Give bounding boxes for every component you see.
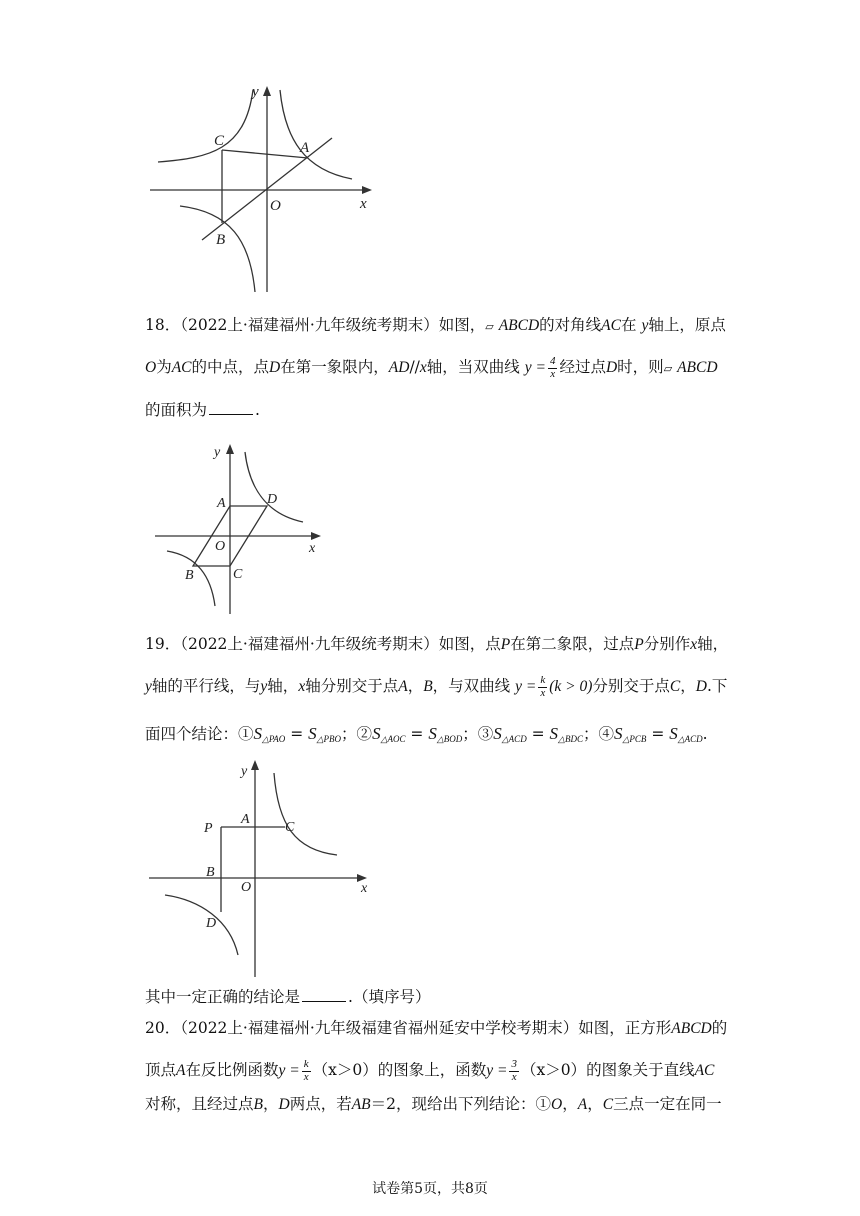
equals: = xyxy=(526,725,550,743)
q19-text: .下 xyxy=(706,677,728,696)
hyperbola-first-quadrant xyxy=(245,452,303,522)
label-o: O xyxy=(241,880,252,895)
fraction-num: 3 xyxy=(511,1058,517,1070)
label-o: O xyxy=(270,198,281,214)
q18-text: 时，则 xyxy=(617,358,664,377)
q18-text: 在第一象限内， xyxy=(280,358,389,377)
label-y: y xyxy=(252,84,259,100)
q19-text: . xyxy=(702,725,708,743)
q19-text: ；③ xyxy=(462,725,494,743)
fraction-num: 4 xyxy=(549,355,556,367)
conclusion-4-rhs: S xyxy=(669,724,678,743)
q20-text: 在反比例函数 xyxy=(185,1061,279,1080)
q19-text: ， xyxy=(407,677,424,696)
q18-ad: AD xyxy=(388,359,410,377)
conclusion-1-lhs: S xyxy=(253,724,263,743)
label-b: B xyxy=(185,568,194,583)
fraction-num: k xyxy=(540,674,546,686)
parallelogram-symbol: ▱ xyxy=(663,362,673,376)
q20-text: ， xyxy=(587,1095,603,1113)
label-x: x xyxy=(309,541,316,556)
q19-text: 分别作 xyxy=(643,635,691,653)
subscript: △PBO xyxy=(316,734,342,744)
page-footer: 试卷第5页，共8页 xyxy=(372,1181,488,1197)
q20-c: C xyxy=(602,1096,614,1113)
q18-text: 经过点 xyxy=(559,358,606,377)
fraction-3-over-x xyxy=(509,1059,519,1083)
q19-text: 其中一定正确的结论是 xyxy=(145,988,301,1006)
q19-text: ，与双曲线 xyxy=(432,677,511,696)
fraction-den: x xyxy=(550,367,556,380)
fraction-k-over-x xyxy=(538,675,547,699)
q20-condition: （x＞0） xyxy=(312,1061,378,1080)
q19-text: 面四个结论：① xyxy=(145,725,254,743)
q19-lead: 19．（2022上·福建福州·九年级统考期末）如图，点 xyxy=(145,635,501,653)
q20-text: 的图象关于直线 xyxy=(586,1061,695,1080)
hyperbola-third-quadrant xyxy=(180,206,255,292)
q19-text: 分别交于点 xyxy=(592,677,670,696)
q18-text: 轴，当双曲线 xyxy=(426,358,520,377)
q19-yeq: y = xyxy=(515,678,537,696)
q18-ac: AC xyxy=(601,317,621,334)
y-axis-arrow xyxy=(251,760,259,770)
label-b: B xyxy=(206,865,215,880)
q19-y: y xyxy=(145,678,152,696)
conclusion-3-lhs: S xyxy=(493,724,502,743)
subscript: △ACD xyxy=(501,734,527,744)
fraction-den: x xyxy=(511,1070,517,1083)
segment-ca xyxy=(222,150,308,158)
label-p: P xyxy=(204,821,213,836)
q20-b: B xyxy=(253,1096,263,1113)
label-o: O xyxy=(215,539,226,554)
q20-text: 两点，若 xyxy=(289,1095,352,1113)
q19-text: 轴分别交于点 xyxy=(305,677,399,696)
hyperbola-third-quadrant xyxy=(165,895,238,955)
conclusion-1-rhs: S xyxy=(308,724,317,743)
q20-text: 对称，且经过点 xyxy=(145,1095,254,1113)
x-axis-arrow xyxy=(362,186,372,194)
q20-ab: AB xyxy=(351,1096,371,1113)
label-a: A xyxy=(217,496,226,511)
fraction-den: x xyxy=(540,686,546,699)
label-b: B xyxy=(216,232,226,248)
q18-text: 的对角线 xyxy=(539,316,602,334)
subscript: △PAO xyxy=(262,734,286,744)
subscript: △ACD xyxy=(677,734,703,744)
q18-text: 的面积为 xyxy=(145,401,208,419)
q20-condition: （x＞0） xyxy=(520,1061,587,1080)
figure-19 xyxy=(145,755,385,983)
q19-a: A xyxy=(398,678,408,696)
q18-o: O xyxy=(145,359,157,377)
q18-abcd: ABCD xyxy=(498,317,540,334)
conclusion-2-lhs: S xyxy=(372,724,381,743)
conclusion-3-rhs: S xyxy=(549,724,559,743)
q18-text: 为 xyxy=(156,358,172,377)
q18-yeq: y = xyxy=(524,359,546,377)
q19-text: ；② xyxy=(341,725,373,743)
q19-text: 轴， xyxy=(697,635,729,653)
q20-text: ， xyxy=(262,1095,279,1113)
q20-abcd: ABCD xyxy=(671,1020,712,1037)
label-y: y xyxy=(214,445,221,460)
q18-text: . xyxy=(255,401,260,419)
label-a: A xyxy=(300,140,310,156)
q20-o: O xyxy=(551,1096,563,1113)
equals: = xyxy=(405,725,429,743)
q20-yeq: y = xyxy=(278,1062,300,1080)
q18-text: 的中点，点 xyxy=(191,358,270,377)
q19-text: .（填序号） xyxy=(348,988,431,1006)
q18-x: x xyxy=(419,359,427,377)
fraction-num: k xyxy=(303,1058,309,1070)
q19-text: 轴的平行线，与 xyxy=(151,677,261,696)
q20-text: 顶点 xyxy=(145,1061,177,1080)
q19-y: y xyxy=(260,678,268,696)
q18-d: D xyxy=(269,359,281,377)
label-a: A xyxy=(241,812,250,827)
q18-ac: AC xyxy=(171,359,192,377)
q20-d: D xyxy=(278,1096,290,1113)
q20-ac: AC xyxy=(694,1062,715,1080)
q19-b: B xyxy=(423,678,433,696)
subscript: △BOD xyxy=(436,734,463,744)
q20-text: ， xyxy=(562,1095,578,1113)
label-c: C xyxy=(233,567,243,582)
q18-parallel: // xyxy=(409,358,420,377)
q18-y: y xyxy=(641,317,649,334)
q18-abcd: ABCD xyxy=(677,359,718,377)
q19-text: ；④ xyxy=(582,725,614,743)
x-axis-arrow xyxy=(311,532,321,540)
label-d: D xyxy=(206,916,217,931)
q19-x: x xyxy=(690,636,698,653)
fraction-k-over-x xyxy=(302,1059,311,1083)
answer-blank[interactable] xyxy=(302,987,346,1002)
fraction-4-over-x xyxy=(548,356,558,380)
q19-p: P xyxy=(500,636,511,653)
conclusion-2-rhs: S xyxy=(428,724,437,743)
q20-text: ＝2，现给出下列结论：① xyxy=(370,1095,552,1113)
label-d: D xyxy=(267,492,278,507)
parallelogram-symbol: ▱ xyxy=(485,320,494,333)
q20-yeq: y = xyxy=(486,1062,508,1080)
q18-lead: 18．（2022上·福建福州·九年级统考期末）如图， xyxy=(145,316,486,334)
q20-a: A xyxy=(577,1096,588,1113)
label-c: C xyxy=(285,820,295,835)
y-axis-arrow xyxy=(226,444,234,454)
q19-text: ， xyxy=(680,677,696,696)
answer-blank[interactable] xyxy=(209,400,253,415)
q18-text: 轴上，原点 xyxy=(648,316,726,334)
subscript: △PCB xyxy=(622,734,647,744)
q19-p: P xyxy=(634,636,644,653)
q20-text: 的 xyxy=(711,1019,728,1037)
q20-text: 三点一定在同一 xyxy=(613,1095,722,1113)
hyperbola-first-quadrant xyxy=(280,90,352,179)
q19-c: C xyxy=(669,678,681,696)
q19-x: x xyxy=(298,678,306,696)
label-x: x xyxy=(361,881,368,896)
equals: = xyxy=(646,725,670,743)
q20-lead: 20．（2022上·福建福州·九年级福建省福州延安中学校考期末）如图，正方形 xyxy=(145,1019,672,1037)
q19-text: 轴， xyxy=(267,677,299,696)
q20-text: 的图象上，函数 xyxy=(377,1061,487,1080)
q18-d: D xyxy=(605,359,618,377)
q19-d: D xyxy=(695,678,707,696)
fraction-den: x xyxy=(303,1070,309,1083)
label-x: x xyxy=(360,196,367,212)
q19-text: 在第二象限，过点 xyxy=(510,635,635,653)
equals: = xyxy=(285,725,309,743)
label-y: y xyxy=(241,764,248,779)
subscript: △AOC xyxy=(380,734,406,744)
q18-text: 在 xyxy=(620,316,637,334)
conclusion-4-lhs: S xyxy=(613,724,623,743)
label-c: C xyxy=(214,133,225,149)
figure-17 xyxy=(140,80,380,300)
y-axis-arrow xyxy=(263,86,271,96)
q20-a: A xyxy=(176,1062,186,1080)
figure-18 xyxy=(145,436,335,616)
subscript: △BDC xyxy=(558,734,583,744)
hyperbola-first-quadrant xyxy=(274,773,337,855)
q19-condition: (k > 0) xyxy=(549,678,593,696)
